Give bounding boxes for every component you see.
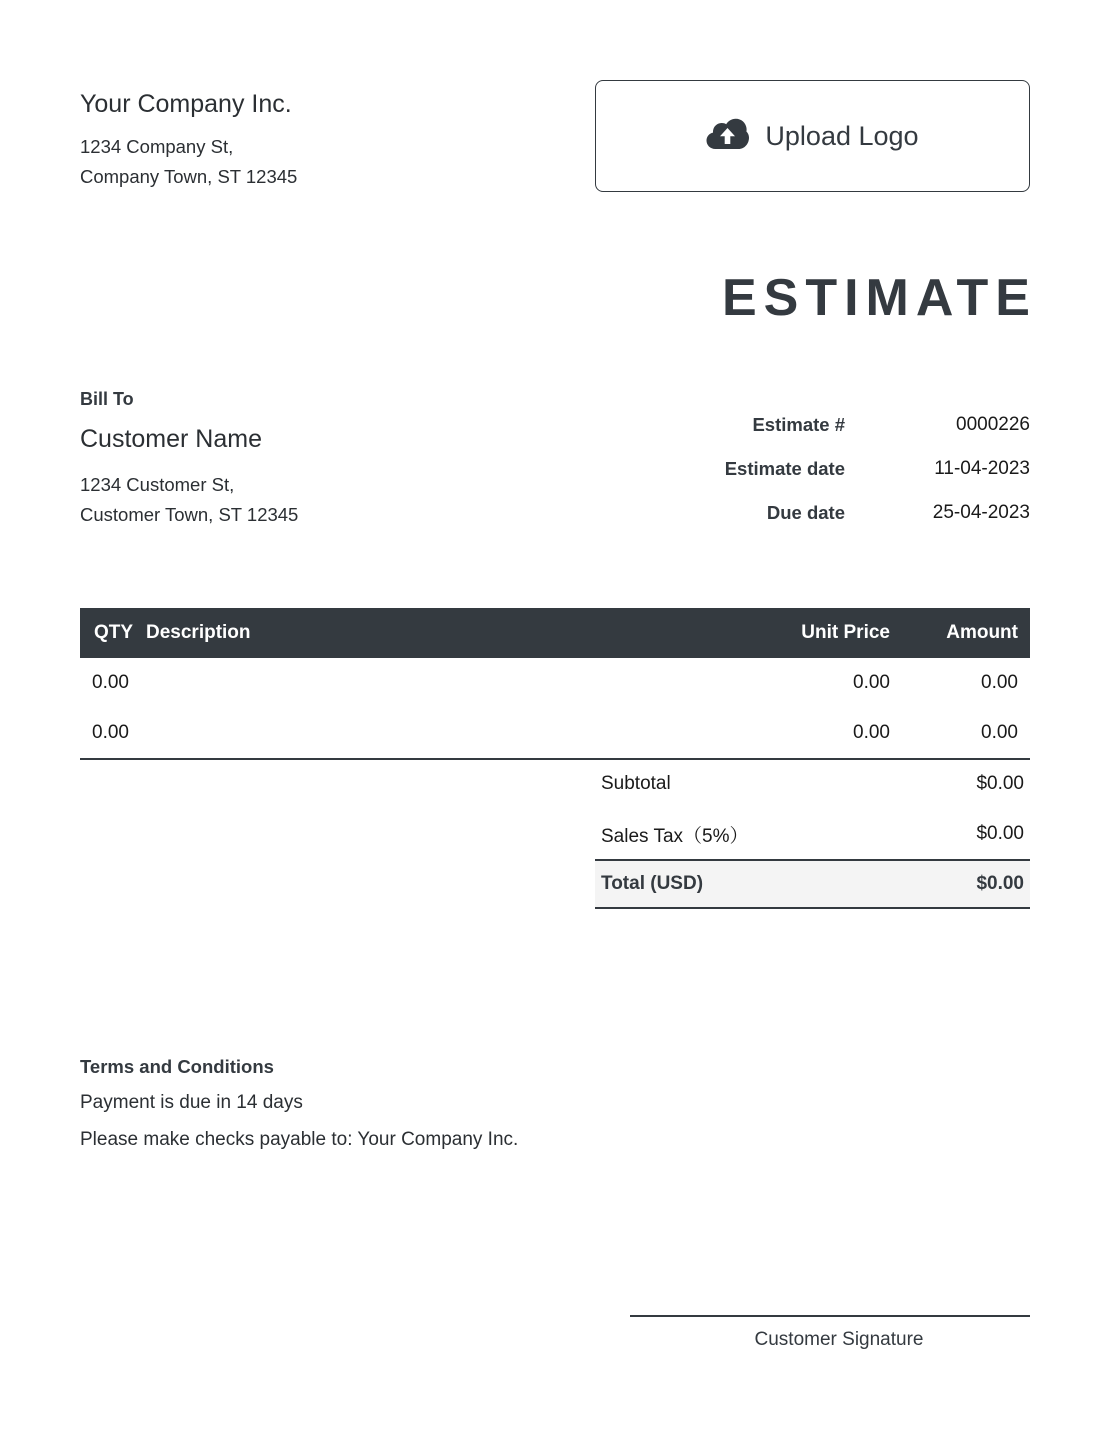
company-address-line2[interactable]: Company Town, ST 12345 — [80, 166, 298, 187]
totals-block — [595, 759, 1030, 909]
table-row — [80, 708, 1030, 758]
header-amount: Amount — [946, 622, 1018, 643]
header-qty: QTY — [94, 622, 134, 643]
meta-row-due-date — [630, 502, 1030, 546]
row-unit-price[interactable]: 0.00 — [853, 722, 890, 743]
customer-address-line2[interactable]: Customer Town, ST 12345 — [80, 504, 299, 525]
customer-name[interactable]: Customer Name — [80, 425, 262, 453]
sales-tax-value: $0.00 — [976, 823, 1024, 844]
items-table — [80, 608, 1030, 760]
row-qty[interactable]: 0.00 — [92, 722, 129, 743]
row-amount: 0.00 — [981, 672, 1018, 693]
sales-tax-label[interactable]: Sales Tax（5%） — [601, 825, 749, 847]
estimate-number-label: Estimate # — [752, 414, 845, 435]
row-unit-price[interactable]: 0.00 — [853, 672, 890, 693]
header-description: Description — [146, 622, 251, 643]
row-qty[interactable]: 0.00 — [92, 672, 129, 693]
subtotal-label: Subtotal — [601, 773, 671, 794]
terms-title: Terms and Conditions — [80, 1056, 274, 1077]
subtotal-row — [595, 759, 1030, 809]
company-name[interactable]: Your Company Inc. — [80, 90, 292, 118]
signature-line — [630, 1315, 1030, 1317]
signature-label: Customer Signature — [754, 1329, 924, 1350]
due-date-label: Due date — [766, 502, 845, 523]
header-unit-price: Unit Price — [801, 622, 890, 643]
estimate-meta — [630, 414, 1030, 546]
terms-line-checks-payable[interactable]: Please make checks payable to: Your Company Inc. — [80, 1129, 519, 1150]
total-label: Total (USD) — [601, 873, 704, 894]
table-row — [80, 658, 1030, 708]
bill-to-label: Bill To — [80, 389, 134, 409]
document-title: ESTIMATE — [721, 269, 1037, 327]
company-address — [80, 132, 297, 192]
terms-line-payment-due[interactable]: Payment is due in 14 days — [80, 1092, 303, 1113]
estimate-number-value[interactable]: 0000226 — [956, 414, 1030, 435]
estimate-date-label: Estimate date — [724, 458, 845, 479]
total-value: $0.00 — [976, 873, 1024, 894]
sales-tax-row — [595, 809, 1030, 859]
upload-logo-label: Upload Logo — [765, 120, 919, 151]
row-amount: 0.00 — [981, 722, 1018, 743]
subtotal-value: $0.00 — [976, 773, 1024, 794]
upload-logo-button[interactable] — [595, 80, 1030, 192]
meta-row-estimate-number — [630, 414, 1030, 458]
estimate-date-value[interactable]: 11-04-2023 — [934, 458, 1030, 479]
customer-address — [80, 470, 298, 530]
total-row — [595, 859, 1030, 909]
company-address-line1[interactable]: 1234 Company St, — [80, 136, 234, 157]
meta-row-estimate-date — [630, 458, 1030, 502]
cloud-upload-icon — [706, 118, 749, 155]
customer-address-line1[interactable]: 1234 Customer St, — [80, 474, 235, 495]
due-date-value[interactable]: 25-04-2023 — [932, 502, 1030, 523]
items-table-header — [80, 608, 1030, 658]
